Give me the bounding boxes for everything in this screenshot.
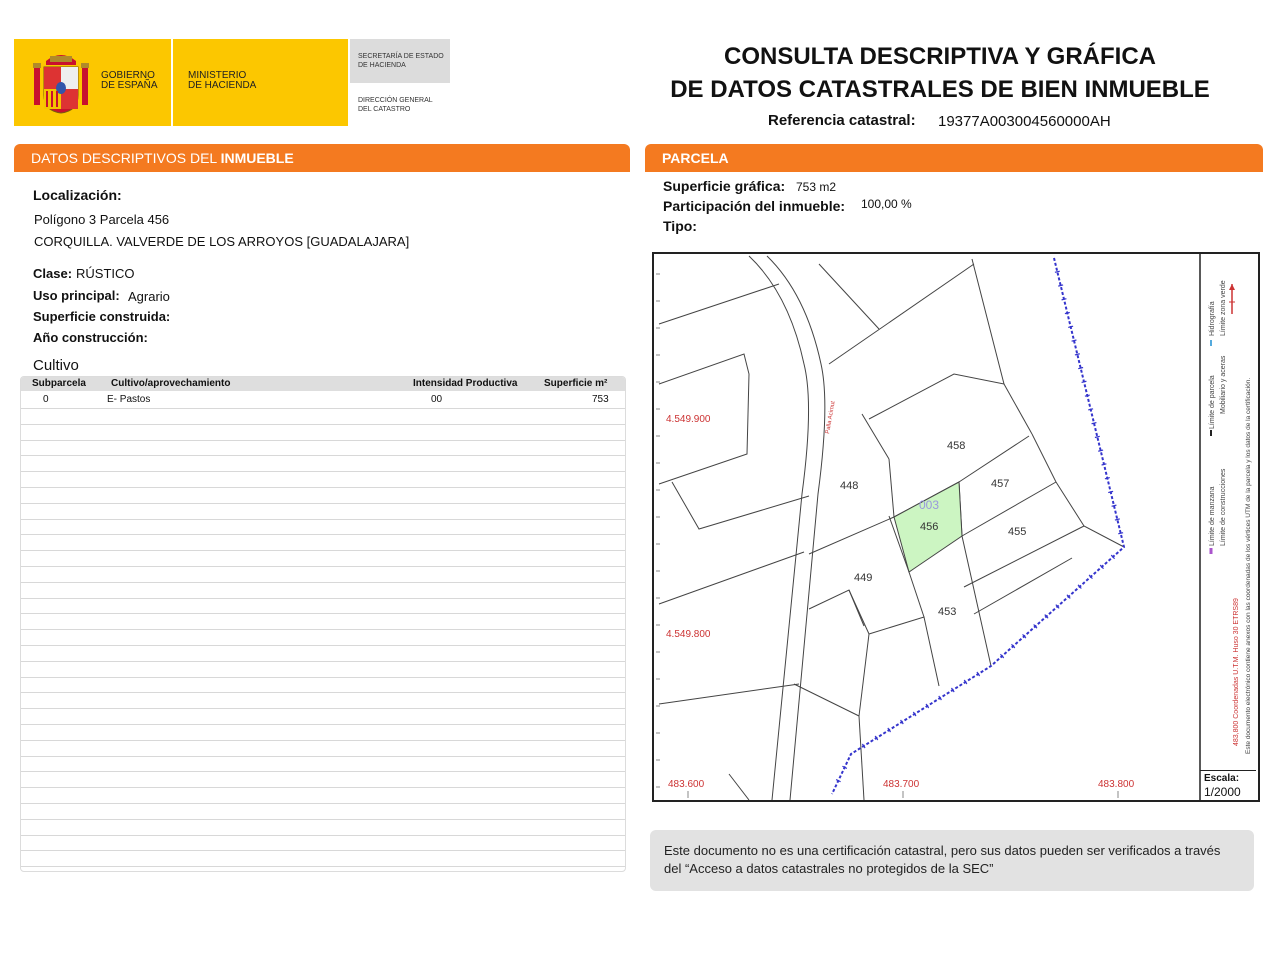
boundary-tick xyxy=(1088,409,1093,410)
scale-box xyxy=(1200,770,1256,799)
boundary-tick xyxy=(1092,423,1097,424)
document-title xyxy=(640,40,1240,106)
verification-note-text: Este documento no es una certificación catastral, pero sus datos pueden ser verificados a través del “Acceso a datos catastrales no protegidos de la SEC” xyxy=(664,843,1221,876)
secretaria-line2: DE HACIENDA xyxy=(358,62,406,69)
localizacion-label: Localización: xyxy=(33,187,122,203)
legend-zona-verde: Límite zona verde xyxy=(1220,280,1227,336)
table-row-line xyxy=(21,724,625,725)
boundary-tick xyxy=(1072,340,1077,341)
table-row-line xyxy=(21,692,625,693)
road-edge-left xyxy=(749,256,809,800)
gobierno-line2: DE ESPAÑA xyxy=(101,80,158,91)
table-row-line xyxy=(21,819,625,820)
datos-section-title xyxy=(31,150,294,166)
anio-construccion-label: Año construcción: xyxy=(33,330,148,345)
uso-value: Agrario xyxy=(128,289,170,304)
boundary-tick xyxy=(1082,381,1087,382)
ref-label: Referencia catastral: xyxy=(768,112,916,129)
ministerio-line2: DE HACIENDA xyxy=(188,80,257,91)
table-row-line xyxy=(21,440,625,441)
parcel-label-457: 457 xyxy=(991,478,1010,490)
table-row-line xyxy=(21,471,625,472)
logo-separator xyxy=(171,39,173,126)
parcela-section-header xyxy=(645,144,1263,170)
table-row-line xyxy=(21,803,625,804)
legend-doc-note: Este documento electrónico contiene anexos con las coordenadas de los vértices UTM de la parcela y los datos de la certificación. xyxy=(1245,377,1252,754)
map-drawing xyxy=(654,254,1258,800)
boundary-tick xyxy=(1062,299,1067,300)
boundary-tick xyxy=(1102,464,1107,465)
table-row-line xyxy=(21,487,625,488)
legend-limite-construcciones: Límite de construcciones xyxy=(1220,468,1227,546)
row-cultivo: E- Pastos xyxy=(107,394,151,405)
parcel-label-455: 455 xyxy=(1008,526,1027,538)
tipo-label: Tipo: xyxy=(663,218,697,234)
boundary-tick xyxy=(1075,354,1080,355)
verification-note xyxy=(650,830,1254,891)
localizacion-line2: CORQUILLA. VALVERDE DE LOS ARROYOS [GUADALAJARA] xyxy=(34,234,410,249)
west-parcel-lines xyxy=(659,284,809,800)
axis-ticks xyxy=(656,274,1118,798)
datos-underline xyxy=(14,170,630,172)
table-row-line xyxy=(21,455,625,456)
x-label-483800: 483.800 xyxy=(1098,779,1135,790)
table-row-line xyxy=(21,629,625,630)
parcel-label-448: 448 xyxy=(840,480,859,492)
boundary-tick xyxy=(1098,450,1103,451)
boundary-tick xyxy=(1108,491,1113,492)
header-subparcela: Subparcela xyxy=(32,378,86,389)
logo-gobierno-text xyxy=(101,71,158,91)
secretaria-line1: SECRETARÍA DE ESTADO xyxy=(358,53,444,60)
table-row-line xyxy=(21,550,625,551)
ministerio-line1: MINISTERIO xyxy=(188,70,247,81)
boundary-tick xyxy=(1115,519,1120,520)
table-row-line xyxy=(21,661,625,662)
boundary-tick xyxy=(1065,312,1070,313)
datos-section-header xyxy=(14,144,630,170)
row-subparcela: 0 xyxy=(43,394,49,405)
table-row-line xyxy=(21,866,625,867)
parcela-underline xyxy=(645,170,1263,172)
parcel-label-458: 458 xyxy=(947,440,966,452)
title-line2: DE DATOS CATASTRALES DE BIEN INMUEBLE xyxy=(670,76,1210,103)
table-row-line xyxy=(21,645,625,646)
y-label-4549900: 4.549.900 xyxy=(666,414,711,425)
participacion-value: 100,00 % xyxy=(861,197,912,211)
table-row-line xyxy=(21,566,625,567)
table-row-line xyxy=(21,534,625,535)
boundary-tick xyxy=(1078,368,1083,369)
table-row-line xyxy=(21,408,625,409)
superficie-grafica-label: Superficie gráfica: xyxy=(663,178,786,194)
gobierno-line1: GOBIERNO xyxy=(101,70,155,81)
boundary-tick xyxy=(1055,271,1060,272)
logo-direccion-text xyxy=(358,96,433,114)
participacion-label: Participación del inmueble: xyxy=(663,198,846,214)
table-row-line xyxy=(21,850,625,851)
table-row-line xyxy=(21,519,625,520)
x-label-483600: 483.600 xyxy=(668,779,705,790)
polygon-boundary xyxy=(832,258,1124,794)
parcel-label-456: 456 xyxy=(920,521,939,533)
table-row-line xyxy=(21,598,625,599)
title-line1: CONSULTA DESCRIPTIVA Y GRÁFICA xyxy=(723,43,1157,70)
table-row-line xyxy=(21,787,625,788)
table-row-line xyxy=(21,424,625,425)
row-superficie: 753 xyxy=(592,394,609,405)
legend-mobiliario: Mobiliario y aceras xyxy=(1220,355,1227,414)
legend-limite-parcela: Límite de parcela xyxy=(1209,375,1216,429)
table-row-line xyxy=(21,503,625,504)
superficie-grafica-value: 753 m2 xyxy=(796,180,837,194)
parcel-label-453: 453 xyxy=(938,606,957,618)
boundary-tick xyxy=(1058,285,1063,286)
table-row-line xyxy=(21,708,625,709)
datos-title-plain: DATOS DESCRIPTIVOS DEL xyxy=(31,150,221,166)
table-row-line xyxy=(21,756,625,757)
cultivo-table xyxy=(20,376,626,872)
boundary-tick xyxy=(1068,326,1073,327)
table-row-line xyxy=(21,677,625,678)
row-intensidad: 00 xyxy=(431,394,443,405)
header-cultivo: Cultivo/aprovechamiento xyxy=(111,378,231,389)
table-row-line xyxy=(21,771,625,772)
parcela-section-title: PARCELA xyxy=(662,150,729,166)
cadastral-map xyxy=(652,252,1260,802)
legend-hidrografia: Hidrografía xyxy=(1209,301,1216,336)
uso-label: Uso principal: xyxy=(33,288,120,303)
table-row-line xyxy=(21,835,625,836)
boundary-tick xyxy=(1112,505,1117,506)
boundary-tick xyxy=(1085,395,1090,396)
clase-label: Clase: xyxy=(33,266,73,281)
scale-value: 1/2000 xyxy=(1204,785,1241,799)
cultivo-title: Cultivo xyxy=(33,357,79,374)
table-row-line xyxy=(21,613,625,614)
scale-label: Escala: xyxy=(1204,773,1240,784)
table-row-line xyxy=(21,740,625,741)
parcel-label-449: 449 xyxy=(854,572,873,584)
logo-ministerio-text xyxy=(188,71,256,91)
header-superficie: Superficie m² xyxy=(544,378,608,389)
legend-limite-manzana: Límite de manzana xyxy=(1209,486,1216,546)
boundary-tick xyxy=(1095,436,1100,437)
government-logo xyxy=(14,39,450,126)
cultivo-table-header xyxy=(21,377,625,391)
coat-of-arms-icon xyxy=(32,51,90,117)
datos-title-bold: INMUEBLE xyxy=(220,150,294,166)
boundary-tick xyxy=(1118,533,1123,534)
legend-coord-note: 483,800 Coordenadas U.T.M. Huso 30 ETRS89 xyxy=(1233,598,1240,746)
x-label-483700: 483.700 xyxy=(883,779,920,790)
ref-value: 19377A003004560000AH xyxy=(938,113,1111,130)
polygon-label-003: 003 xyxy=(919,498,940,512)
road-edge-right xyxy=(767,256,825,800)
superficie-construida-label: Superficie construida: xyxy=(33,309,171,324)
boundary-tick xyxy=(1105,478,1110,479)
north-arrow-icon xyxy=(1229,284,1235,314)
table-row-line xyxy=(21,582,625,583)
y-label-4549800: 4.549.800 xyxy=(666,629,711,640)
road-label: Palla Acimut xyxy=(825,400,837,435)
logo-secretaria-text xyxy=(358,52,444,70)
direccion-line2: DEL CATASTRO xyxy=(358,106,411,113)
localizacion-line1: Polígono 3 Parcela 456 xyxy=(34,212,170,227)
header-intensidad: Intensidad Productiva xyxy=(413,378,518,389)
map-legend xyxy=(1209,280,1252,754)
direccion-line1: DIRECCIÓN GENERAL xyxy=(358,97,433,104)
clase-value: RÚSTICO xyxy=(76,266,135,281)
